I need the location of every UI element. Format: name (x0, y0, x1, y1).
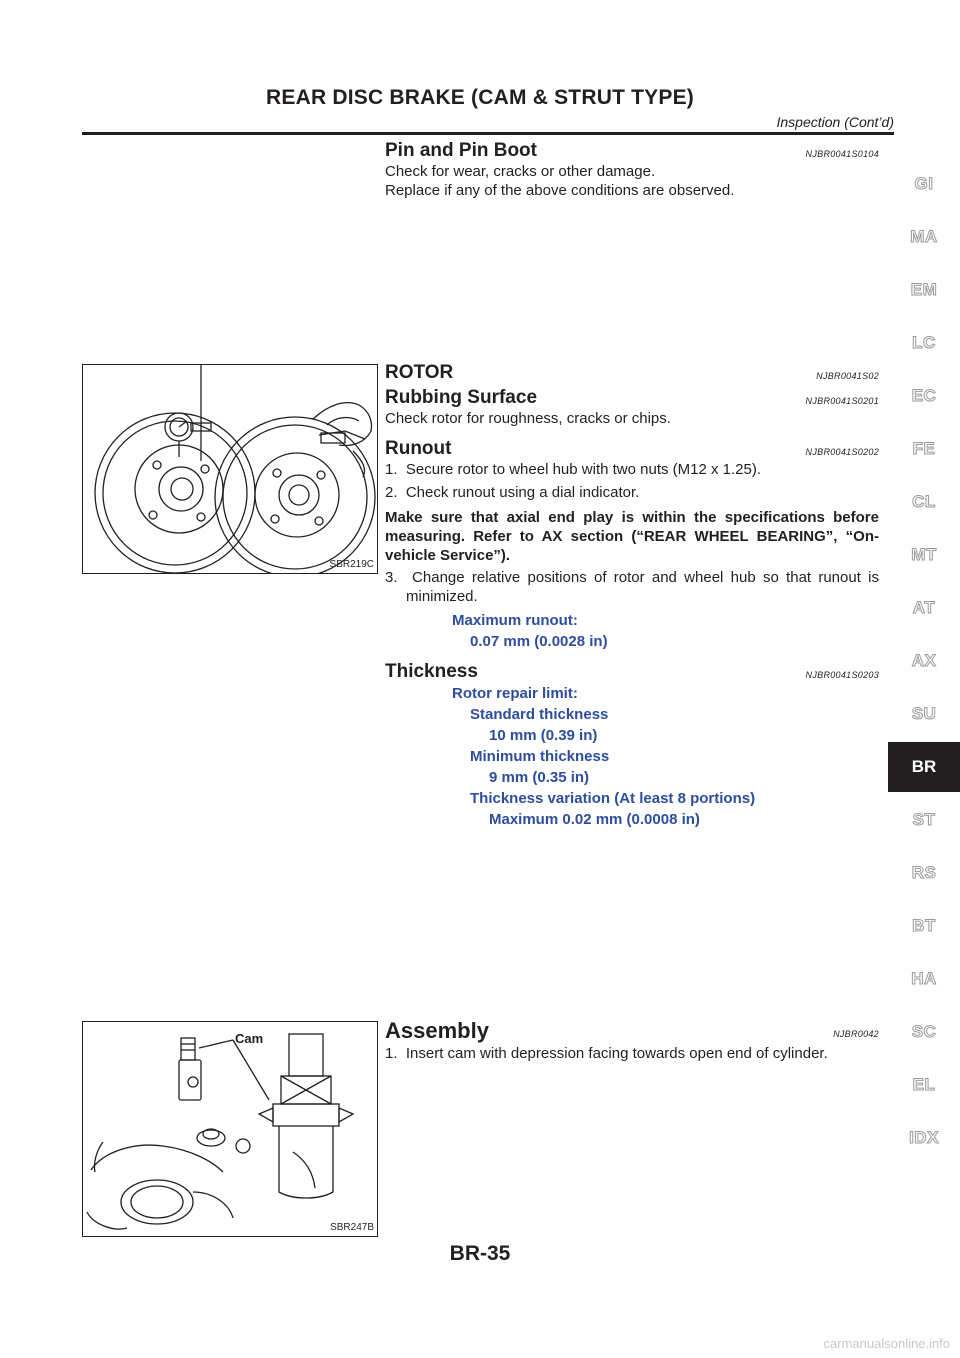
ref-code: NJBR0041S0202 (805, 447, 879, 457)
spec-label: Maximum runout: (452, 612, 578, 629)
ref-code: NJBR0042 (833, 1029, 879, 1039)
rotor-runout-illustration (83, 365, 377, 573)
tab-ha[interactable]: HA (911, 969, 937, 988)
tab-ec[interactable]: EC (911, 386, 937, 405)
figure-label: SBR219C (329, 559, 374, 570)
step-item: 2. Check runout using a dial indicator. (385, 484, 640, 501)
tab-mt[interactable]: MT (911, 545, 937, 564)
tab-st[interactable]: ST (912, 810, 936, 829)
heading-runout: Runout (385, 438, 452, 459)
tab-br-active[interactable]: BR (888, 742, 960, 792)
tab-su[interactable]: SU (911, 704, 937, 723)
text-line: Replace if any of the above conditions are observed. (385, 182, 735, 199)
tab-lc[interactable]: LC (912, 333, 936, 352)
heading-pin-boot: Pin and Pin Boot (385, 140, 537, 161)
tab-bt[interactable]: BT (912, 916, 936, 935)
figure-label: SBR247B (330, 1222, 374, 1233)
tab-sc[interactable]: SC (911, 1022, 937, 1041)
ref-code: NJBR0041S0104 (805, 149, 879, 159)
header-rule (82, 132, 894, 135)
subsection-runout (385, 438, 879, 652)
heading-rotor: ROTOR (385, 362, 454, 383)
tab-at[interactable]: AT (912, 598, 936, 617)
tab-ma[interactable]: MA (910, 227, 938, 246)
tab-em[interactable]: EM (910, 280, 938, 299)
tab-ax[interactable]: AX (911, 651, 937, 670)
text-line: Check for wear, cracks or other damage. (385, 163, 656, 180)
heading-assembly: Assembly (385, 1018, 489, 1043)
spec-value: 10 mm (0.39 in) (489, 727, 598, 744)
spec-label: Thickness variation (At least 8 portions) (470, 790, 756, 807)
heading-rubbing-surface: Rubbing Surface (385, 387, 538, 408)
page-number: BR-35 (449, 1242, 511, 1265)
section-rotor (385, 362, 879, 830)
page-header-title: REAR DISC BRAKE (CAM & STRUT TYPE) (266, 86, 694, 109)
tab-fe[interactable]: FE (912, 439, 936, 458)
page-header-subtitle: Inspection (Cont’d) (776, 114, 894, 130)
spec-value: 0.07 mm (0.0028 in) (470, 633, 608, 650)
subsection-rubbing-surface (385, 387, 879, 428)
tab-gi[interactable]: GI (914, 174, 934, 193)
ref-code: NJBR0041S0203 (805, 670, 879, 680)
watermark: carmanualsonline.info (823, 1336, 950, 1351)
text-line: Check rotor for roughness, cracks or chips. (385, 410, 671, 427)
spec-label: Rotor repair limit: (452, 685, 578, 702)
spec-value: 9 mm (0.35 in) (489, 769, 590, 786)
callout-cam: Cam (235, 1031, 264, 1046)
tab-idx[interactable]: IDX (909, 1128, 939, 1147)
tab-cl[interactable]: CL (912, 492, 936, 511)
ref-code: NJBR0041S0201 (805, 396, 879, 406)
caution-note: Make sure that axial end play is within the specifications before measuring. Refer to AX section (“REAR WHEEL BEARING”, “On-vehicle Service”). (385, 509, 879, 564)
section-pin-boot (385, 140, 879, 200)
tab-el[interactable]: EL (912, 1075, 936, 1094)
cam-assembly-illustration (83, 1022, 377, 1236)
tab-rs[interactable]: RS (911, 863, 937, 882)
ref-code: NJBR0041S02 (816, 371, 879, 381)
spec-label: Standard thickness (470, 706, 609, 723)
subsection-thickness (385, 661, 879, 830)
step-item: 1. Secure rotor to wheel hub with two nuts (M12 x 1.25). (385, 461, 762, 478)
heading-thickness: Thickness (385, 661, 478, 682)
figure-cam-assembly (82, 1021, 378, 1237)
spec-value: Maximum 0.02 mm (0.0008 in) (489, 811, 700, 828)
figure-rotor-runout (82, 364, 378, 574)
step-item: 1. Insert cam with depression facing towards open end of cylinder. (385, 1045, 828, 1062)
section-assembly (385, 1018, 879, 1063)
step-item: 3. Change relative positions of rotor and wheel hub so that runout is minimized. (385, 569, 879, 605)
spec-label: Minimum thickness (470, 748, 610, 765)
